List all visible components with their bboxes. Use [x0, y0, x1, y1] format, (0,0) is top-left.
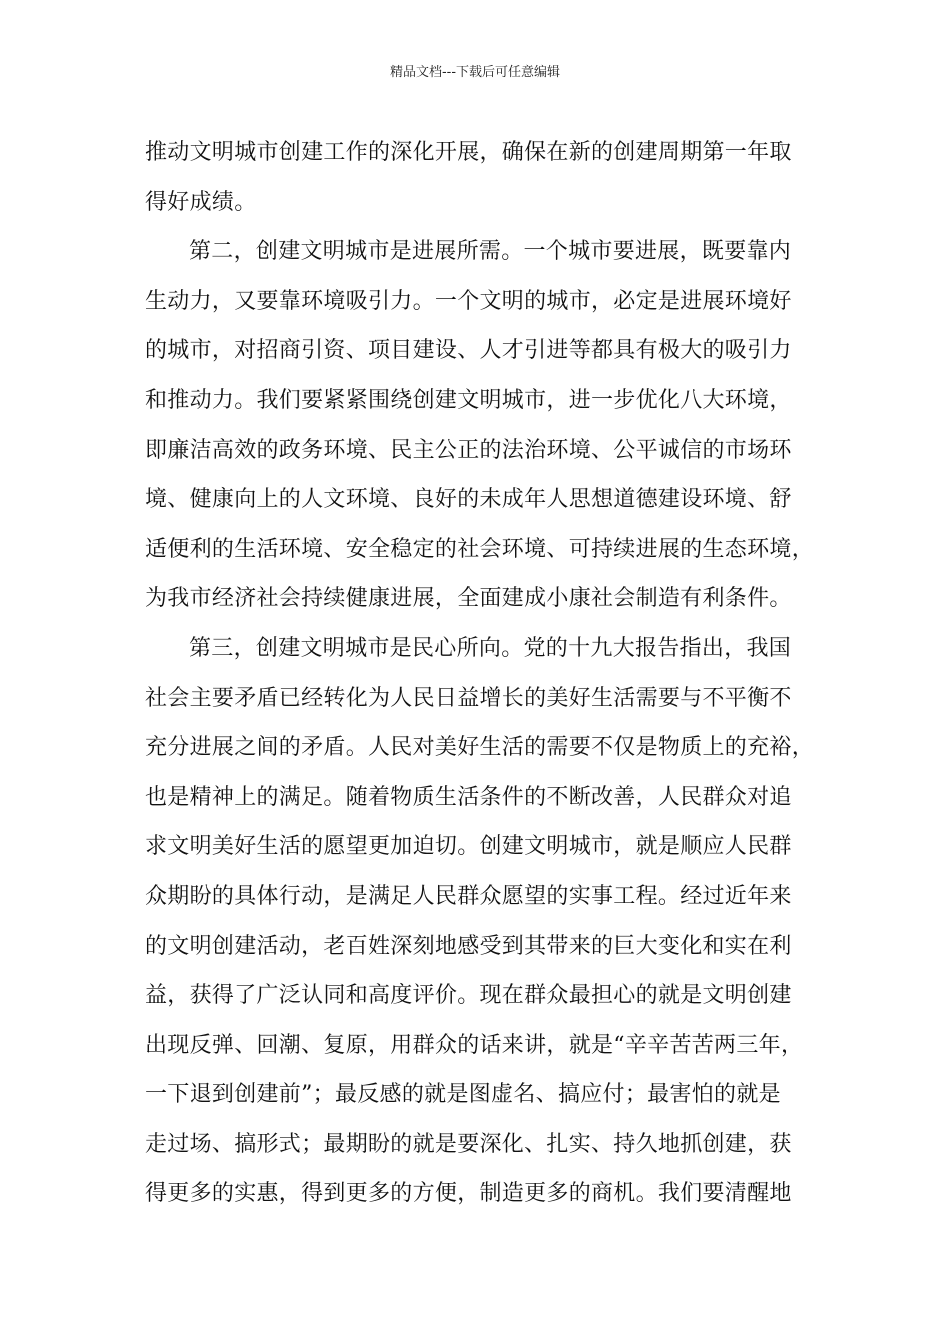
page-header: 精品文档---下载后可任意编辑: [389, 65, 561, 80]
text-line: 适便利的生活环境、安全稳定的社会环境、可持续进展的生态环境，: [145, 536, 815, 562]
text-line: 即廉洁高效的政务环境、民主公正的法治环境、公平诚信的市场环: [145, 437, 792, 463]
text-line: 得更多的实惠，得到更多的方便，制造更多的商机。我们要清醒地: [145, 1181, 792, 1207]
document-body: [145, 128, 815, 1219]
text-line: 为我市经济社会持续健康进展，全面建成小康社会制造有利条件。: [145, 586, 792, 612]
text-line: 和推动力。我们要紧紧围绕创建文明城市，进一步优化八大环境，: [145, 387, 792, 413]
text-line: 的文明创建活动，老百姓深刻地感受到其带来的巨大变化和实在利: [145, 933, 792, 959]
text-line: 境、健康向上的人文环境、良好的未成年人思想道德建设环境、舒: [145, 487, 792, 513]
text-line: 益，获得了广泛认同和高度评价。现在群众最担心的就是文明创建: [145, 983, 792, 1009]
text-line: 求文明美好生活的愿望更加迫切。创建文明城市，就是顺应人民群: [145, 834, 792, 860]
text-line: 的城市，对招商引资、项目建设、人才引进等都具有极大的吸引力: [145, 338, 792, 364]
text-line: 众期盼的具体行动，是满足人民群众愿望的实事工程。经过近年来: [145, 883, 792, 909]
paragraph-start-line: 第二，创建文明城市是进展所需。一个城市要进展，既要靠内: [189, 239, 792, 265]
text-line: 也是精神上的满足。随着物质生活条件的不断改善，人民群众对追: [145, 784, 792, 810]
text-line: 充分进展之间的矛盾。人民对美好生活的需要不仅是物质上的充裕，: [145, 735, 815, 761]
text-line: 得好成绩。: [145, 189, 257, 215]
text-line: 出现反弹、回潮、复原，用群众的话来讲，就是“辛辛苦苦两三年，: [145, 1032, 804, 1058]
text-line: 一下退到创建前”；最反感的就是图虚名、搞应付；最害怕的就是: [145, 1082, 781, 1108]
paragraph-start-line: 第三，创建文明城市是民心所向。党的十九大报告指出，我国: [189, 635, 792, 661]
text-line: 走过场、搞形式；最期盼的就是要深化、扎实、持久地抓创建，获: [145, 1131, 792, 1157]
text-line: 社会主要矛盾已经转化为人民日益增长的美好生活需要与不平衡不: [145, 685, 792, 711]
text-line: 推动文明城市创建工作的深化开展，确保在新的创建周期第一年取: [145, 140, 792, 165]
text-line: 生动力，又要靠环境吸引力。一个文明的城市，必定是进展环境好: [145, 288, 792, 314]
